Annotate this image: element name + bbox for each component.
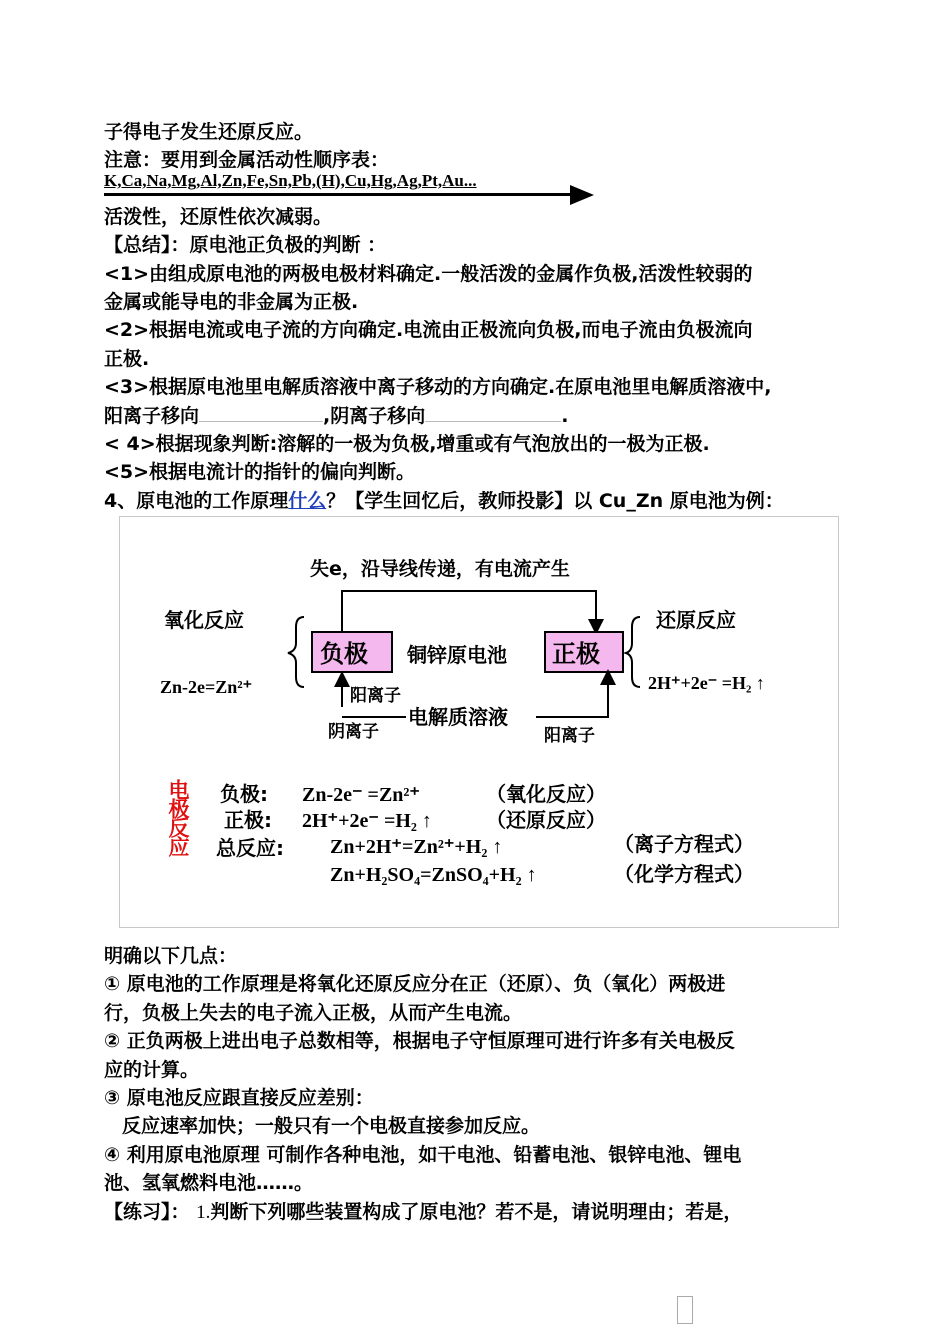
total-row-label: 总反应: — [216, 836, 284, 860]
negative-row-note: （氧化反应） — [486, 782, 606, 806]
point-3: ③ 原电池反应跟直接反应差别： — [104, 1087, 374, 1110]
exercise-text: 判断下列哪些装置构成了原电池？若不是，请说明理由；若是， — [210, 1200, 743, 1223]
external-circuit-arrow — [342, 591, 596, 637]
point-1-cont: 行，负极上失去的电子流入正极，从而产生电流。 — [104, 1001, 523, 1024]
negative-row-equation: Zn-2e⁻ =Zn²⁺ — [302, 784, 420, 806]
h2-equation: 2H⁺+2e⁻ =H₂ ↑ — [648, 673, 765, 693]
cu-zn-cell-diagram — [119, 516, 839, 928]
text-line: 活泼性，还原性依次减弱。 — [104, 205, 333, 228]
fill-blank-anion[interactable] — [425, 403, 561, 422]
activity-series-ellipsis: ... — [463, 170, 477, 190]
point-3-cont: 反应速率加快；一般只有一个电极直接参加反应。 — [122, 1115, 541, 1138]
total-chemical-equation: Zn+H₂SO₄=ZnSO₄+H₂ ↑ — [330, 864, 537, 886]
left-brace — [288, 617, 304, 687]
rule-3: <3>根据原电池里电解质溶液中离子移动的方向确定.在原电池里电解质溶液中, — [104, 376, 772, 399]
point-2-cont: 应的计算。 — [104, 1058, 200, 1081]
summary-heading: 【总结】：原电池正负极的判断 ： — [104, 234, 387, 257]
positive-electrode-label: 正极 — [552, 640, 600, 668]
cation-right-label: 阳离子 — [544, 726, 595, 746]
right-brace — [626, 617, 640, 687]
arrow-bar — [104, 193, 574, 196]
rule-3-text-b: ,阴离子移向 — [323, 404, 426, 427]
rule-2: <2>根据电流或电子流的方向确定.电流由正极流向负极,而电子流由负极流向 — [104, 319, 753, 342]
reduction-label: 还原反应 — [656, 608, 736, 632]
oxidation-label: 氧化反应 — [164, 608, 244, 632]
fill-blank-cation[interactable] — [199, 403, 323, 422]
positive-row-note: （还原反应） — [486, 808, 606, 832]
lower-text — [104, 942, 864, 1227]
zn-equation: Zn-2e=Zn²⁺ — [160, 677, 253, 697]
rule-3-text-c: . — [561, 404, 569, 427]
exercise-line — [104, 1198, 864, 1227]
point-4: ④ 利用原电池原理 可制作各种电池，如干电池、铅蓄电池、银锌电池、锂电 — [104, 1143, 742, 1166]
rule-1: <1>由组成原电池的两极电极材料确定.一般活泼的金属作负极,活泼性较弱的 — [104, 262, 753, 285]
exercise-number: 1. — [196, 1201, 211, 1223]
rule-3-text-a: 阳离子移向 — [104, 404, 200, 427]
negative-row-label: 负极: — [220, 782, 268, 806]
anion-left-label: 阴离子 — [328, 722, 379, 742]
cell-name: 铜锌原电池 — [407, 643, 507, 667]
total-ionic-equation: Zn+2H⁺=Zn²⁺+H₂ ↑ — [330, 836, 503, 858]
upper-text — [104, 118, 864, 515]
exercise-label: 【练习】： — [104, 1200, 190, 1223]
rule-4: < 4>根据现象判断:溶解的一极为负极,增重或有气泡放出的一极为正极. — [104, 433, 710, 456]
point-1: ① 原电池的工作原理是将氧化还原反应分在正（还原）、负（氧化）两极进 — [104, 973, 726, 996]
points-heading: 明确以下几点： — [104, 945, 238, 967]
question-4-text-b: ？【学生回忆后，教师投影】以 Cu_Zn 原电池为例： — [326, 489, 784, 512]
activity-series — [104, 170, 864, 203]
side-label-electrode-reaction: 电极反应 — [166, 779, 190, 855]
electrolyte-label: 电解质溶液 — [408, 705, 508, 729]
question-4 — [104, 487, 864, 515]
text-line: 注意：要用到金属活动性顺序表： — [104, 149, 390, 172]
arrow-right-icon — [570, 185, 594, 205]
cation-left-label: 阳离子 — [350, 686, 401, 706]
question-4-text: 4、原电池的工作原理 — [104, 489, 289, 512]
page-marker — [677, 1296, 693, 1324]
point-4-cont: 池、氢氧燃料电池……。 — [104, 1172, 314, 1195]
cation-right-arrow — [536, 677, 608, 717]
positive-row-label: 正极: — [224, 808, 272, 832]
total-ionic-note: （离子方程式） — [614, 832, 754, 856]
rule-2-cont: 正极. — [104, 347, 150, 370]
rule-1-cont: 金属或能导电的非金属为正极. — [104, 291, 359, 314]
top-label: 失e，沿导线传递，有电流产生 — [310, 558, 570, 580]
total-chemical-note: （化学方程式） — [614, 862, 754, 886]
rule-5: <5>根据电流计的指针的偏向判断。 — [104, 461, 416, 484]
rule-3-cont — [104, 402, 864, 430]
question-4-link[interactable]: 什么 — [288, 489, 327, 512]
text-line: 子得电子发生还原反应。 — [104, 121, 314, 143]
positive-row-equation: 2H⁺+2e⁻ =H₂ ↑ — [302, 810, 432, 832]
negative-electrode-label: 负极 — [320, 640, 368, 668]
point-2: ② 正负两极上进出电子总数相等，根据电子守恒原理可进行许多有关电极反 — [104, 1030, 735, 1053]
activity-series-text: K,Ca,Na,Mg,Al,Zn,Fe,Sn,Pb,(H),Cu,Hg,Ag,Pt,Au — [104, 170, 464, 190]
